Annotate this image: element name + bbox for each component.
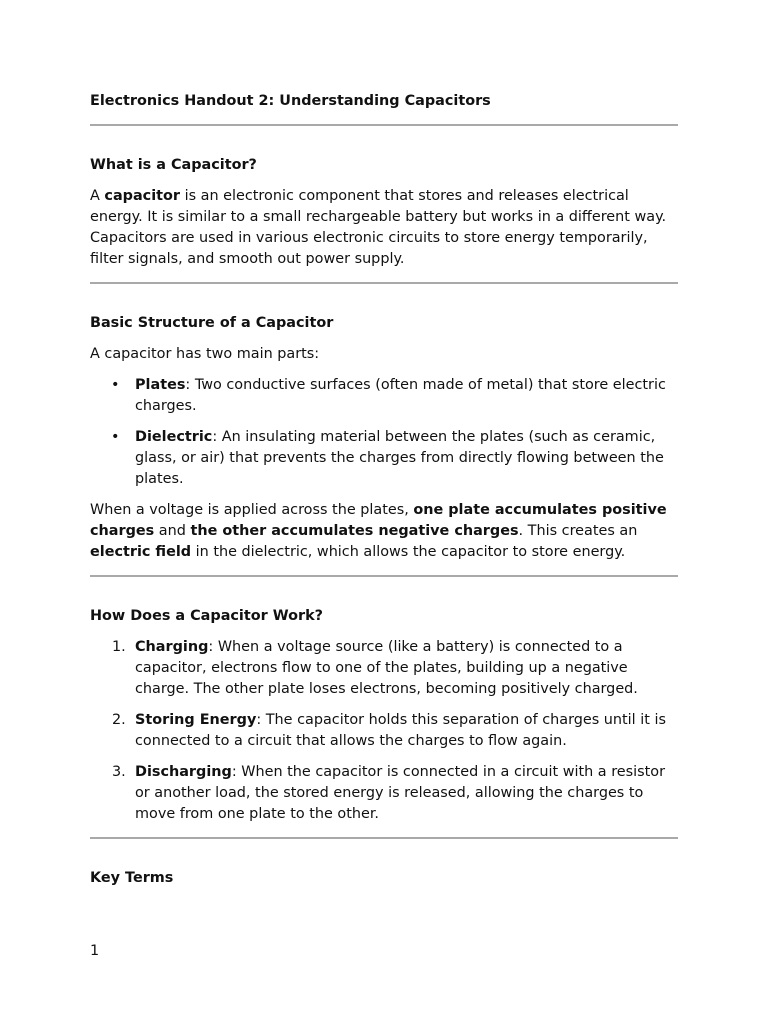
divider: [90, 837, 678, 839]
bullet-list: [90, 375, 678, 490]
section-title: What is a Capacitor?: [90, 157, 257, 173]
list-number: 2.: [112, 712, 126, 728]
document-title: Electronics Handout 2: Understanding Capacitors: [90, 93, 491, 109]
list-number: 3.: [112, 764, 126, 780]
bold-term: capacitor: [104, 188, 181, 204]
text: : An insulating material between the plates (such as ceramic, glass, or air) that prevents the charges from directly flowing between the plates.: [135, 429, 664, 487]
paragraph: A capacitor has two main parts:: [90, 346, 320, 362]
section-key-terms: [90, 867, 678, 889]
section-title: Key Terms: [90, 870, 174, 886]
list-item: [90, 710, 678, 752]
section-basic-structure: [90, 312, 678, 563]
paragraph: [90, 500, 678, 563]
text: : When a voltage source (like a battery) is connected to a capacitor, electrons flow to one of the plates, building up a negative charge. The other plate loses electrons, becoming positively charged.: [135, 639, 638, 697]
paragraph: [90, 186, 678, 270]
list-number: 1.: [112, 639, 126, 655]
text: : Two conductive surfaces (often made of metal) that store electric charges.: [135, 377, 666, 414]
bold-term: Storing Energy: [135, 712, 257, 728]
divider: [90, 124, 678, 126]
section-how-capacitor-works: [90, 605, 678, 825]
divider: [90, 575, 678, 577]
text: A: [90, 188, 105, 204]
bullet-marker: •: [111, 429, 120, 445]
bold-term: Dielectric: [135, 429, 213, 445]
list-item: [90, 427, 678, 490]
list-item: [90, 762, 678, 825]
text: . This creates an: [518, 523, 638, 539]
bold-term: Plates: [135, 377, 186, 393]
handout-page: [90, 90, 678, 889]
text: : When the capacitor is connected in a circuit with a resistor or another load, the stored energy is released, allowing the charges to move from one plate to the other.: [135, 764, 666, 822]
text: : The capacitor holds this separation of charges until it is connected to a circuit that allows the charges to flow again.: [135, 712, 666, 749]
bullet-marker: •: [111, 377, 120, 393]
text: is an electronic component that stores and releases electrical energy. It is similar to a small rechargeable battery but works in a different way. Capacitors are used in various electronic circuits to store energy temporarily, filter signals, and smooth out power supply.: [90, 188, 667, 267]
list-item: [90, 375, 678, 417]
numbered-list: [90, 637, 678, 825]
text: in the dielectric, which allows the capacitor to store energy.: [191, 544, 626, 560]
bold-phrase: electric field: [90, 544, 192, 560]
list-item: [90, 637, 678, 700]
text: When a voltage is applied across the plates,: [90, 502, 414, 518]
section-title: How Does a Capacitor Work?: [90, 608, 324, 624]
bold-phrase: the other accumulates negative charges: [190, 523, 519, 539]
bold-term: Charging: [135, 639, 209, 655]
section-title: Basic Structure of a Capacitor: [90, 315, 334, 331]
text: and: [154, 523, 191, 539]
bold-phrase: one plate accumulates positive charges: [90, 502, 667, 539]
bold-term: Discharging: [135, 764, 232, 780]
page-number: 1: [90, 943, 100, 959]
section-what-is-capacitor: [90, 154, 678, 270]
divider: [90, 282, 678, 284]
